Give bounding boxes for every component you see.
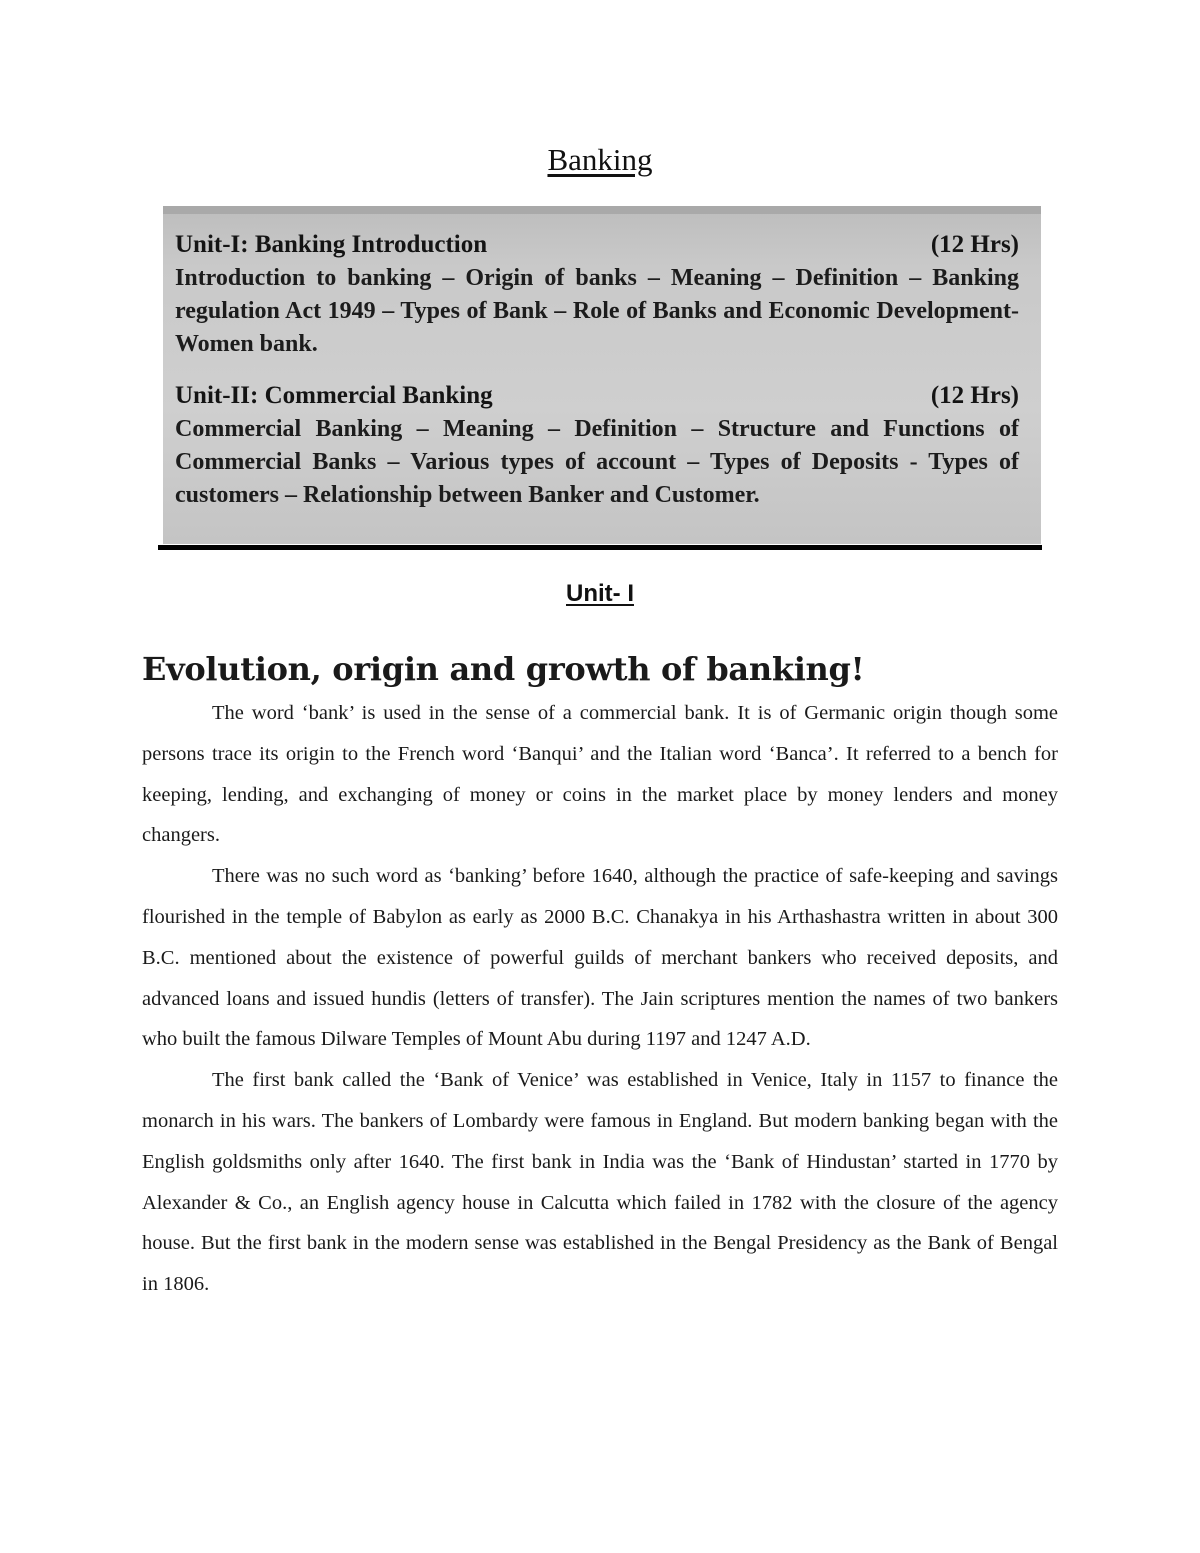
syllabus-unit-2-content: Commercial Banking – Meaning – Definition – Structure and Functions of Commercial Banks – Various types of account – Types of Deposits - Types of customers – Relationship between Banker and Customer. bbox=[175, 416, 1019, 508]
syllabus-unit-1-header bbox=[175, 228, 1019, 262]
syllabus-unit-1-content: Introduction to banking – Origin of banks – Meaning – Definition – Banking regulation Act 1949 – Types of Bank – Role of Banks and Economic Development- Women bank. bbox=[175, 265, 1019, 357]
section-heading: Evolution, origin and growth of banking! bbox=[142, 650, 865, 688]
syllabus-unit-2-header bbox=[175, 379, 1019, 413]
syllabus-photo bbox=[163, 206, 1041, 544]
photo-edge-shadow bbox=[163, 206, 1041, 214]
syllabus-unit-1 bbox=[175, 228, 1019, 361]
horizontal-divider bbox=[158, 545, 1042, 550]
syllabus-unit-2-title: Unit-II: Commercial Banking bbox=[175, 382, 493, 409]
syllabus-unit-2 bbox=[175, 379, 1019, 512]
syllabus-unit-2-hours: (12 Hrs) bbox=[930, 382, 1019, 409]
paragraph: The first bank called the ‘Bank of Venice’ was established in Venice, Italy in 1157 to finance the monarch in his wars. The bankers of Lombardy were famous in England. But modern banking began with the English goldsmiths only after 1640. The first bank in India was the ‘Bank of Hindustan’ started in 1770 by Alexander & Co., an English agency house in Calcutta which failed in 1782 with the closure of the agency house. But the first bank in the modern sense was established in the Bengal Presidency as the Bank of Bengal in 1806. bbox=[142, 1069, 1058, 1296]
paragraph: The word ‘bank’ is used in the sense of a commercial bank. It is of Germanic origin though some persons trace its origin to the French word ‘Banqui’ and the Italian word ‘Banca’. It referred to a bench for keeping, lending, and exchanging of money or coins in the market place by money lenders and money changers. bbox=[142, 702, 1058, 847]
body-text bbox=[142, 693, 1058, 1305]
document-title: Banking bbox=[547, 142, 653, 177]
paragraph: There was no such word as ‘banking’ before 1640, although the practice of safe-keeping and savings flourished in the temple of Babylon as early as 2000 B.C. Chanakya in his Arthashastra written in about 300 B.C. mentioned about the existence of powerful guilds of merchant bankers who received deposits, and advanced loans and issued hundis (letters of transfer). The Jain scriptures mention the names of two bankers who built the famous Dilware Temples of Mount Abu during 1197 and 1247 A.D. bbox=[142, 865, 1058, 1051]
unit-label: Unit- I bbox=[566, 580, 634, 607]
syllabus-unit-1-hours: (12 Hrs) bbox=[930, 231, 1019, 258]
syllabus-unit-1-title: Unit-I: Banking Introduction bbox=[175, 231, 488, 258]
